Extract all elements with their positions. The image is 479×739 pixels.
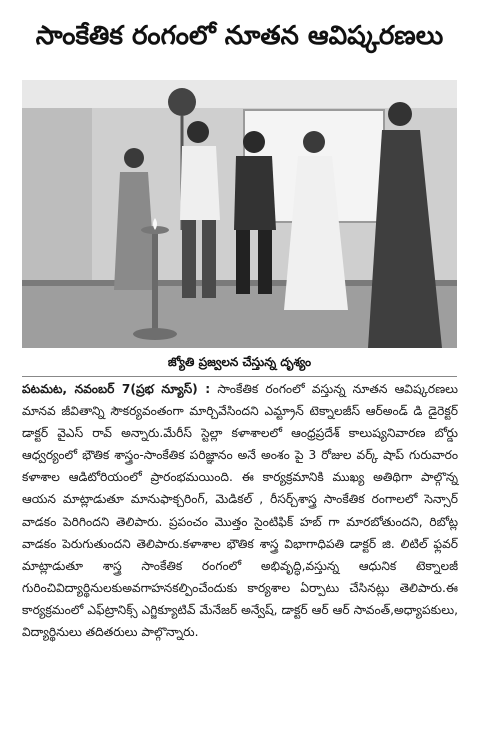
photo-caption: జ్యోతి ప్రజ్వలన చేస్తున్న దృశ్యం xyxy=(22,348,457,377)
dateline: పటమట, నవంబర్ 7(ప్రభ న్యూస్) : xyxy=(22,382,211,396)
headline: సాంకేతిక రంగంలో నూతన ఆవిష్కరణలు xyxy=(35,21,444,51)
article-body: సాంకేతిక రంగంలో వస్తున్న నూతన ఆవిష్కరణలు మానవ జీవితాన్ని సౌకర్యవంతంగా మార్చివేసిందని ఎమ్ట్రాన్ టెక్నాలజీస్ ఆర్‌అండ్ డి డైరెక్టర్ డాక్టర్ వైఎస్ రావ్ అన్నారు.మేరీస్ స్టెల్లా కళాశాలలో ఆంధ్రప్రదేశ్ కాలుష్యనివారణ బోర్డు ఆధ్వర్యంలో భౌతిక శాస్త్రం-సాంకేతిక పరిజ్ఞానం అనే అంశం పై 3 రోజుల వర్క్ షాప్ గురువారం కళాశాల ఆడిటోరియంలో ప్రారంభమయింది. ఈ కార్యక్రమానికి ముఖ్య అతిథిగా పాల్గొన్న ఆయన మాట్లాడుతూ మానుఫాక్చరింగ్, మెడికల్ , రీసర్చ్‌శాస్త్ర సాంకేతిక రంగాలలో సెన్సార్ వాడకం పెరిగిందని తెలిపారు. ప్రపంచం మొత్తం సైంటిఫిక్ హబ్ గా మారబోతుందని, రిబోట్ల వాడకం పెరుగుతుందని తెలిపారు.కళాశాల భౌతిక శాస్త్ర విభాగాధిపతి డాక్టర్ జి. లిటిల్ ఫ్లవర్ మాట్లాడుతూ శాస్త్ర సాంకేతిక రంగంలో అభివృద్ధి,వస్తున్న ఆధునిక టెక్నాలజీ గురించివిద్యార్థినులకుఅవగాహనకల్పించేందుకు కార్యశాల ఏర్పాటు చేసినట్లు తెలిపారు.ఈ కార్యక్రమంలో ఎఫ్‌ట్రానిక్స్ ఎగ్జిక్యూటివ్ మేనేజర్ అన్వేష్, డాక్టర్ ఆర్ ఆర్ సావంత్,అధ్యాపకులు, విద్యార్థినులు తదితరులు పాల్గొన్నారు. xyxy=(22,382,458,640)
event-photo xyxy=(22,80,457,348)
article-text xyxy=(22,378,458,643)
lamp-lighting-photo-image xyxy=(22,80,457,348)
